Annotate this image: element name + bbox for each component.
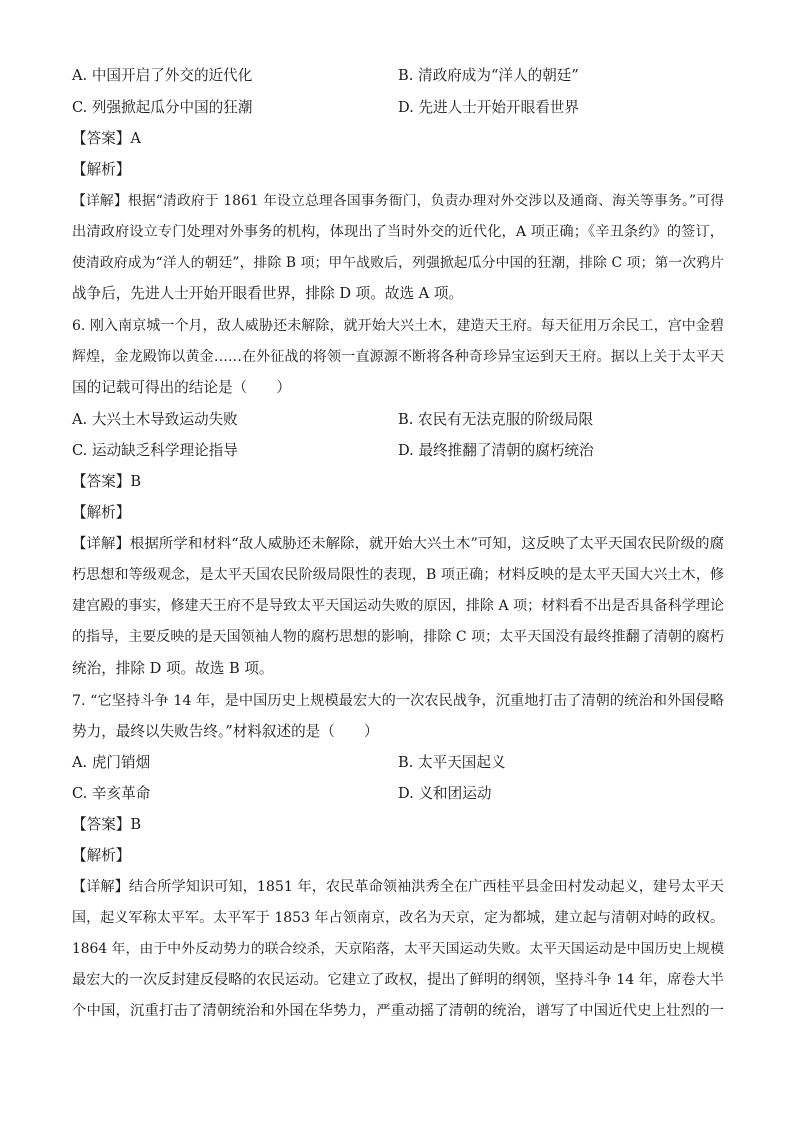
q7-answer: 【答案】B [72,816,142,833]
q7-analysis-label: 【解析】 [72,847,131,864]
q7-detail-line: 【详解】结合所学知识可知，1851 年，农民革命领袖洪秀全在广西桂平县金田村发动起义，建号太平天 [72,879,724,895]
q5-detail-line: 出清政府设立专门处理对外事务的机构，体现出了当时外交的近代化，A 项正确；《辛丑条约》的签订， [72,224,724,240]
q6-detail-line: 建宫殿的事实，修建天王府不是导致太平天国运动失败的原因，排除 A 项；材料看不出是否具备科学理论 [72,598,724,614]
q7-option-a: A. 虎门销烟 [72,754,151,771]
q7-detail-line: 国，起义军称太平军。太平军于 1853 年占领南京，改名为天京，定为都城，建立起与清朝对峙的政权。 [72,910,724,926]
q5-analysis-label: 【解析】 [72,161,131,178]
q6-stem-line: 国的记载可得出的结论是（ ） [72,379,291,396]
q7-detail-line: 1864 年，由于中外反动势力的联合绞杀，天京陷落，太平天国运动失败。太平天国运动是中国历史上规模 [72,941,724,957]
q7-option-d: D. 义和团运动 [398,785,492,802]
q6-answer: 【答案】B [72,473,142,490]
q5-detail-line: 【详解】根据“清政府于 1861 年设立总理各国事务衙门，负责办理对外交涉以及通商、海关等事务。”可得 [72,193,724,209]
q6-option-b: B. 农民有无法克服的阶级局限 [398,411,594,428]
q5-option-c: C. 列强掀起瓜分中国的狂潮 [72,99,253,116]
q5-answer: 【答案】A [72,130,141,147]
q5-option-d: D. 先进人士开始开眼看世界 [398,99,579,116]
q6-detail-line: 朽思想和等级观念，是太平天国农民阶级局限性的表现，B 项正确；材料反映的是太平天国大兴土木，修 [72,567,724,583]
q5-detail-line: 使清政府成为“洋人的朝廷”，排除 B 项；甲午战败后，列强掀起瓜分中国的狂潮，排除 C 项；第一次鸦片 [72,255,724,271]
q5-option-b: B. 清政府成为“洋人的朝廷” [398,67,579,84]
q7-stem-line: 7. “它坚持斗争 14 年，是中国历史上规模最宏大的一次农民战争，沉重地打击了清朝的统治和外国侵略 [72,693,724,709]
q5-option-a: A. 中国开启了外交的近代化 [72,67,253,84]
q6-option-d: D. 最终推翻了清朝的腐朽统治 [398,442,594,459]
q7-option-b: B. 太平天国起义 [398,754,506,771]
q6-analysis-label: 【解析】 [72,504,131,521]
q6-option-a: A. 大兴土木导致运动失败 [72,411,238,428]
q7-detail-line: 个中国，沉重打击了清朝统治和外国在华势力，严重动摇了清朝的统治，谱写了中国近代史上壮烈的一 [72,1003,724,1019]
q6-option-c: C. 运动缺乏科学理论指导 [72,442,238,459]
q6-detail-line: 【详解】根据所学和材料“敌人威胁还未解除，就开始大兴土木”可知，这反映了太平天国农民阶级的腐 [72,536,724,552]
q6-detail-line: 的指导，主要反映的是天国领袖人物的腐朽思想的影响，排除 C 项；太平天国没有最终推翻了清朝的腐朽 [72,629,724,645]
q6-stem-line: 辉煌，金龙殿饰以黄金……在外征战的将领一直源源不断将各种奇珍异宝运到天王府。据以上关于太平天 [72,349,724,365]
q6-detail-line: 统治，排除 D 项。故选 B 项。 [72,660,274,677]
q7-stem-line: 势力，最终以失败告终。”材料叙述的是（ ） [72,723,379,740]
q7-option-c: C. 辛亥革命 [72,785,151,802]
q7-detail-line: 最宏大的一次反封建反侵略的农民运动。它建立了政权，提出了鲜明的纲领，坚持斗争 14 年，席卷大半 [72,972,724,988]
q5-detail-line: 战争后，先进人士开始开眼看世界，排除 D 项。故选 A 项。 [72,285,464,302]
q6-stem-line: 6. 刚入南京城一个月，敌人威胁还未解除，就开始大兴土木，建造天王府。每天征用万余民工，宫中金碧 [72,318,724,334]
